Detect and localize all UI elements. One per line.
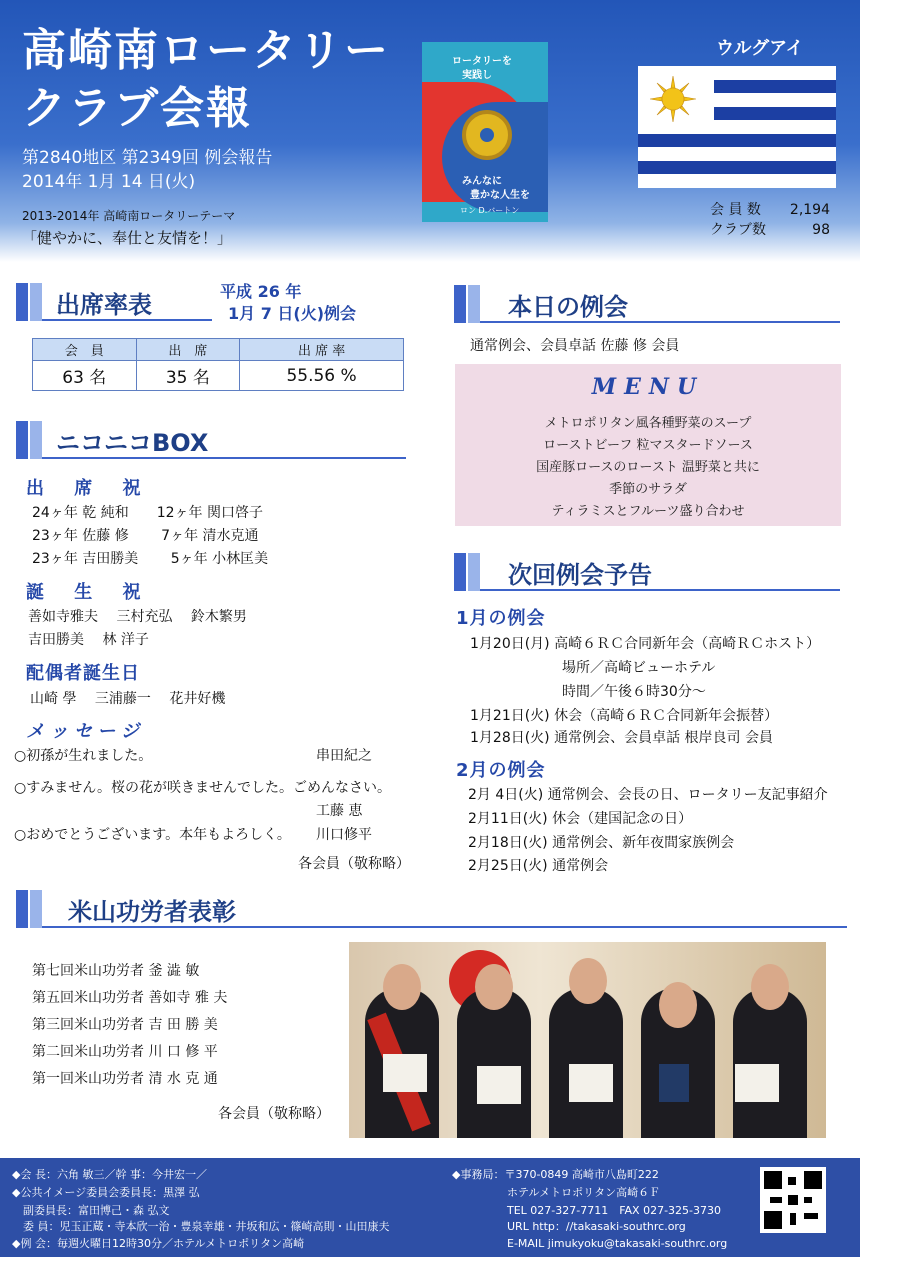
- list-item: 23ヶ年 佐藤 修 7ヶ年 清水克通: [32, 528, 259, 544]
- footer-email[interactable]: E-MAIL jimukyoku@takasaki-southrc.org: [452, 1237, 728, 1250]
- honoree-face: [569, 958, 607, 1004]
- spouse-birthday-heading: 配偶者誕生日: [26, 663, 140, 684]
- qr-finder: [804, 1171, 822, 1189]
- newsletter-title-line1: 高崎南ロータリー: [22, 25, 390, 76]
- menu-item: 季節のサラダ: [609, 482, 687, 497]
- meeting-info: 第2840地区 第2349回 例会報告: [22, 148, 273, 168]
- menu-item: ローストビーフ 粒マスタードソース: [543, 438, 753, 453]
- today-title: 本日の例会: [508, 293, 628, 321]
- honorifics-note: 各会員（敬称略）: [298, 856, 410, 872]
- footer-line: ◆公共イメージ委員会委員長：黒澤 弘: [12, 1186, 200, 1199]
- schedule-item: 1月28日(火) 通常例会、会員卓話 根岸良司 会員: [470, 730, 773, 746]
- attendance-date-line1: 平成 26 年: [220, 282, 302, 301]
- theme-text: 「健やかに、奉仕と友情を！」: [22, 229, 233, 247]
- award-photo: [349, 942, 826, 1138]
- birthday-heading: 誕 生 祝: [26, 582, 153, 603]
- footer-contact: ◆事務局：〒370-0849 高崎市八島町222: [452, 1168, 659, 1181]
- honoree-row: 第五回米山功労者 善如寺 雅 夫: [32, 990, 228, 1006]
- attendance-table: [32, 338, 404, 391]
- february-heading: 2月の例会: [456, 760, 546, 781]
- footer-url[interactable]: URL http：//takasaki-southrc.org: [452, 1220, 686, 1233]
- members-value: 2,194: [789, 202, 830, 218]
- qr-module: [790, 1213, 796, 1225]
- honoree-face: [751, 964, 789, 1010]
- poster-text-bottom2: 豊かな人生を: [470, 190, 530, 201]
- message-author: 工藤 恵: [316, 803, 363, 819]
- heading-marker: [454, 285, 466, 323]
- attendance-rate: 55.56 %: [240, 361, 404, 391]
- poster-signature: ロン D.バートン: [460, 206, 520, 215]
- heading-marker: [454, 553, 466, 591]
- theme-label: 2013-2014年 高崎南ロータリーテーマ: [22, 209, 236, 223]
- message-author: 串田紀之: [316, 748, 372, 764]
- certificate: [569, 1064, 613, 1102]
- list-item: 吉田勝美 林 洋子: [28, 632, 149, 648]
- certificate: [383, 1054, 427, 1092]
- qr-module: [804, 1213, 818, 1219]
- honoree-row: 第三回米山功労者 吉 田 勝 美: [32, 1017, 218, 1033]
- certificate: [659, 1064, 689, 1102]
- qr-module: [770, 1197, 782, 1203]
- honoree-face: [659, 982, 697, 1028]
- schedule-item: 2月18日(火) 通常例会、新年夜間家族例会: [468, 835, 735, 851]
- menu-item: ティラミスとフルーツ盛り合わせ: [551, 504, 745, 519]
- schedule-item: 時間／午後６時30分～: [562, 684, 706, 700]
- niconico-heading: [16, 421, 406, 459]
- menu-item: 国産豚ロースのロースト 温野菜と共に: [536, 460, 760, 475]
- schedule-item: 場所／高崎ビューホテル: [562, 660, 716, 676]
- menu-item: メトロポリタン風各種野菜のスープ: [544, 416, 752, 431]
- attendees-count: 35 名: [136, 361, 240, 391]
- message-item: ○初孫が生れました。: [14, 748, 153, 764]
- heading-marker: [468, 285, 480, 323]
- poster-text-top: ロータリーを: [452, 56, 512, 67]
- footer-contact: ホテルメトロポリタン高崎６Ｆ: [452, 1186, 661, 1199]
- heading-marker: [16, 421, 28, 459]
- uruguay-flag: [638, 66, 836, 188]
- qr-finder: [764, 1211, 782, 1229]
- qr-module: [804, 1197, 812, 1203]
- rotary-theme-poster: [422, 42, 548, 222]
- honoree-row: 第二回米山功労者 川 口 修 平: [32, 1044, 218, 1060]
- certificate: [477, 1066, 521, 1104]
- message-author: 川口修平: [316, 827, 372, 843]
- honoree-row: 第一回米山功労者 清 水 克 通: [32, 1071, 218, 1087]
- qr-finder: [764, 1171, 782, 1189]
- yoneyama-heading: [16, 890, 846, 928]
- poster-text-top2: 実践し: [462, 70, 492, 81]
- heading-underline: [42, 457, 406, 459]
- certificate: [735, 1064, 779, 1102]
- heading-marker: [30, 283, 42, 321]
- qr-module: [788, 1195, 798, 1205]
- yoneyama-title: 米山功労者表彰: [68, 898, 236, 926]
- sun-of-may-icon: [650, 76, 696, 122]
- message-heading: メッセージ: [26, 721, 145, 742]
- schedule-item: 2月25日(火) 通常例会: [468, 858, 609, 874]
- members-count: 63 名: [33, 361, 137, 391]
- next-meetings-title: 次回例会予告: [508, 561, 652, 589]
- today-heading: [454, 285, 844, 323]
- list-item: 24ヶ年 乾 純和 12ヶ年 関口啓子: [32, 505, 263, 521]
- rotary-statistics: [710, 200, 830, 240]
- schedule-item: 2月 4日(火) 通常例会、会長の日、ロータリー友記事紹介: [468, 787, 828, 803]
- footer-contact: TEL 027-327-7711 FAX 027-325-3730: [452, 1204, 722, 1217]
- heading-marker: [30, 421, 42, 459]
- footer-line: 副委員長：富田博己・森 弘文: [12, 1204, 170, 1217]
- flag-stripe: [638, 161, 836, 175]
- attendance-date-line2: 1月 7 日(火)例会: [228, 304, 357, 323]
- footer-line: ◆例 会：毎週火曜日12時30分／ホテルメトロポリタン高崎: [12, 1237, 305, 1250]
- column-header: 会 員: [33, 339, 137, 361]
- heading-underline: [480, 321, 840, 323]
- honoree-face: [475, 964, 513, 1010]
- honorifics-note: 各会員（敬称略）: [218, 1106, 330, 1122]
- members-label: 会 員 数: [710, 202, 761, 218]
- schedule-item: 1月21日(火) 休会（高崎６ＲＣ合同新年会振替）: [470, 708, 779, 724]
- heading-marker: [16, 283, 28, 321]
- column-header: 出 席 率: [240, 339, 404, 361]
- honoree-face: [383, 964, 421, 1010]
- honoree-figure: [733, 988, 807, 1138]
- honoree-row: 第七回米山功労者 釜 澁 敏: [32, 963, 200, 979]
- meeting-date: 2014年 1月 14 日(火): [22, 172, 196, 192]
- heading-underline: [42, 319, 212, 321]
- qr-code-icon[interactable]: [760, 1167, 826, 1233]
- table-row: [33, 361, 404, 391]
- clubs-label: クラブ数: [710, 222, 766, 238]
- heading-marker: [30, 890, 42, 928]
- message-item: ○すみません。桜の花が咲きませんでした。ごめんなさい。: [14, 780, 392, 796]
- today-program: 通常例会、会員卓話 佐藤 修 会員: [470, 338, 680, 354]
- niconico-title: ニコニコBOX: [56, 429, 209, 457]
- message-item: ○おめでとうございます。本年もよろしく。: [14, 827, 291, 843]
- attendance-date: [220, 281, 356, 325]
- poster-text-bottom1: みんなに: [462, 176, 502, 187]
- list-item: 23ヶ年 吉田勝美 5ヶ年 小林匡美: [32, 551, 269, 567]
- footer-line: 委 員：児玉正蔵・寺本欣一治・豊泉幸雄・井坂和広・篠崎高則・山田康夫: [12, 1220, 390, 1233]
- flag-stripe: [638, 134, 836, 148]
- honoree-figure: [457, 988, 531, 1138]
- schedule-item: 2月11日(火) 休会（建国記念の日）: [468, 811, 693, 827]
- featured-country: ウルグアイ: [716, 38, 804, 59]
- table-header-row: [33, 339, 404, 361]
- january-heading: 1月の例会: [456, 608, 546, 629]
- clubs-value: 98: [812, 222, 830, 238]
- footer-line: ◆会 長：六角 敏三／幹 事：今井宏一／: [12, 1168, 207, 1181]
- heading-marker: [16, 890, 28, 928]
- qr-module: [788, 1177, 796, 1185]
- list-item: 山崎 學 三浦藤一 花井好機: [30, 691, 226, 707]
- honoree-figure: [549, 988, 623, 1138]
- schedule-item: 1月20日(月) 高崎６ＲＣ合同新年会（高崎ＲＣホスト）: [470, 636, 821, 652]
- column-header: 出 席: [136, 339, 240, 361]
- heading-underline: [42, 926, 847, 928]
- attendance-title: 出席率表: [56, 291, 152, 319]
- menu-title: MENU: [591, 374, 705, 400]
- list-item: 善如寺雅夫 三村充弘 鈴木繁男: [28, 609, 247, 625]
- footer: [0, 1158, 860, 1257]
- heading-underline: [480, 589, 840, 591]
- attendance-congrats-heading: 出 席 祝: [26, 478, 153, 499]
- newsletter-title-line2: クラブ会報: [22, 83, 252, 134]
- menu-box: [455, 364, 841, 526]
- next-meetings-heading: [454, 553, 844, 591]
- heading-marker: [468, 553, 480, 591]
- rotary-wheel-icon: [462, 110, 512, 160]
